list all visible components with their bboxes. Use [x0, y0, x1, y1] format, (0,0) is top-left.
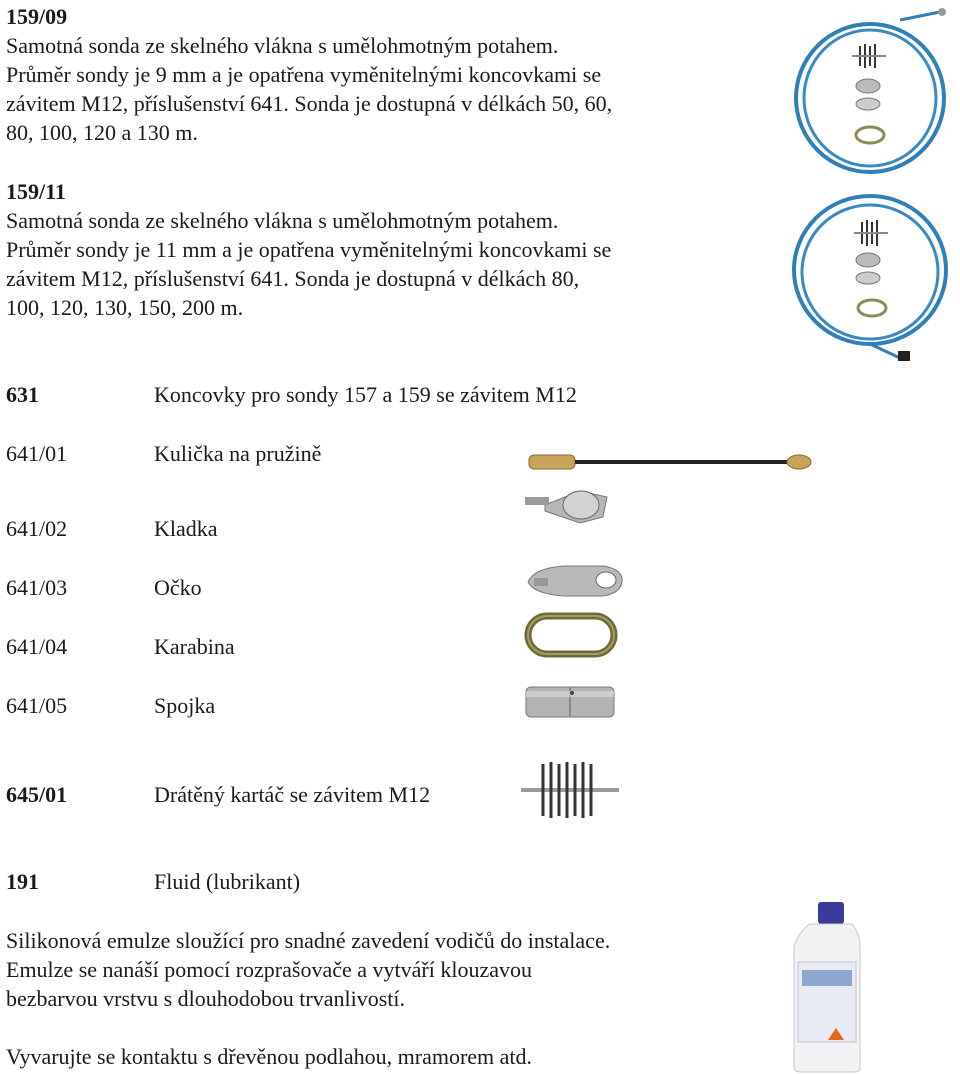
carabiner-image: [524, 612, 620, 660]
accessory-label: Karabina: [154, 634, 235, 659]
coupling-image: [524, 683, 616, 721]
wire-brush-image: [519, 760, 623, 820]
accessory-code: 641/02: [6, 516, 68, 541]
accessory-label: Kladka: [154, 516, 218, 541]
accessory-label: Fluid (lubrikant): [154, 869, 301, 894]
description-line: závitem M12, příslušenství 641. Sonda je dostupná v délkách 50, 60,: [6, 91, 613, 116]
warning-note: Vyvarujte se kontaktu s dřevěnou podlahou, mramorem atd.: [6, 1044, 533, 1069]
pulley-image: [525, 483, 625, 527]
description-line: Silikonová emulze sloužící pro snadné zavedení vodičů do instalace.: [6, 928, 611, 953]
description-line: Samotná sonda ze skelného vlákna s umělohmotným potahem.: [6, 208, 559, 233]
lubricant-bottle-image: [786, 900, 876, 1074]
product-159-09: [6, 2, 712, 147]
accessory-label: Kulička na pružině: [154, 441, 322, 466]
description-line: Průměr sondy je 11 mm a je opatřena vyměnitelnými koncovkami se: [6, 237, 612, 262]
product-code: 159/11: [6, 179, 66, 204]
eye-image: [524, 560, 628, 600]
accessory-label: Očko: [154, 575, 202, 600]
product-159-11: [6, 177, 712, 322]
spring-ball-image: [527, 451, 817, 475]
accessory-code: 641/03: [6, 575, 68, 600]
description-line: 80, 100, 120 a 130 m.: [6, 120, 198, 145]
accessory-code: 631: [6, 382, 39, 407]
description-line: Průměr sondy je 9 mm a je opatřena vyměnitelnými koncovkami se: [6, 62, 602, 87]
fluid-description: [6, 926, 712, 1013]
description-line: bezbarvou vrstvu s dlouhodobou trvanlivostí.: [6, 986, 406, 1011]
accessory-label: Spojka: [154, 693, 216, 718]
accessory-code: 645/01: [6, 782, 68, 807]
description-line: Samotná sonda ze skelného vlákna s umělohmotným potahem.: [6, 33, 559, 58]
accessory-label: Drátěný kartáč se závitem M12: [154, 782, 431, 807]
product-code: 159/09: [6, 4, 68, 29]
fiberglass-rod-coil-image: [790, 8, 955, 188]
accessory-label: Koncovky pro sondy 157 a 159 se závitem M12: [154, 382, 577, 407]
description-line: 100, 120, 130, 150, 200 m.: [6, 295, 244, 320]
accessory-code: 191: [6, 869, 39, 894]
accessory-code: 641/01: [6, 441, 68, 466]
accessory-code: 641/04: [6, 634, 68, 659]
description-line: závitem M12, příslušenství 641. Sonda je dostupná v délkách 80,: [6, 266, 580, 291]
fiberglass-rod-coil-image: [788, 188, 958, 368]
accessory-code: 641/05: [6, 693, 68, 718]
description-line: Emulze se nanáší pomocí rozprašovače a vytváří klouzavou: [6, 957, 532, 982]
